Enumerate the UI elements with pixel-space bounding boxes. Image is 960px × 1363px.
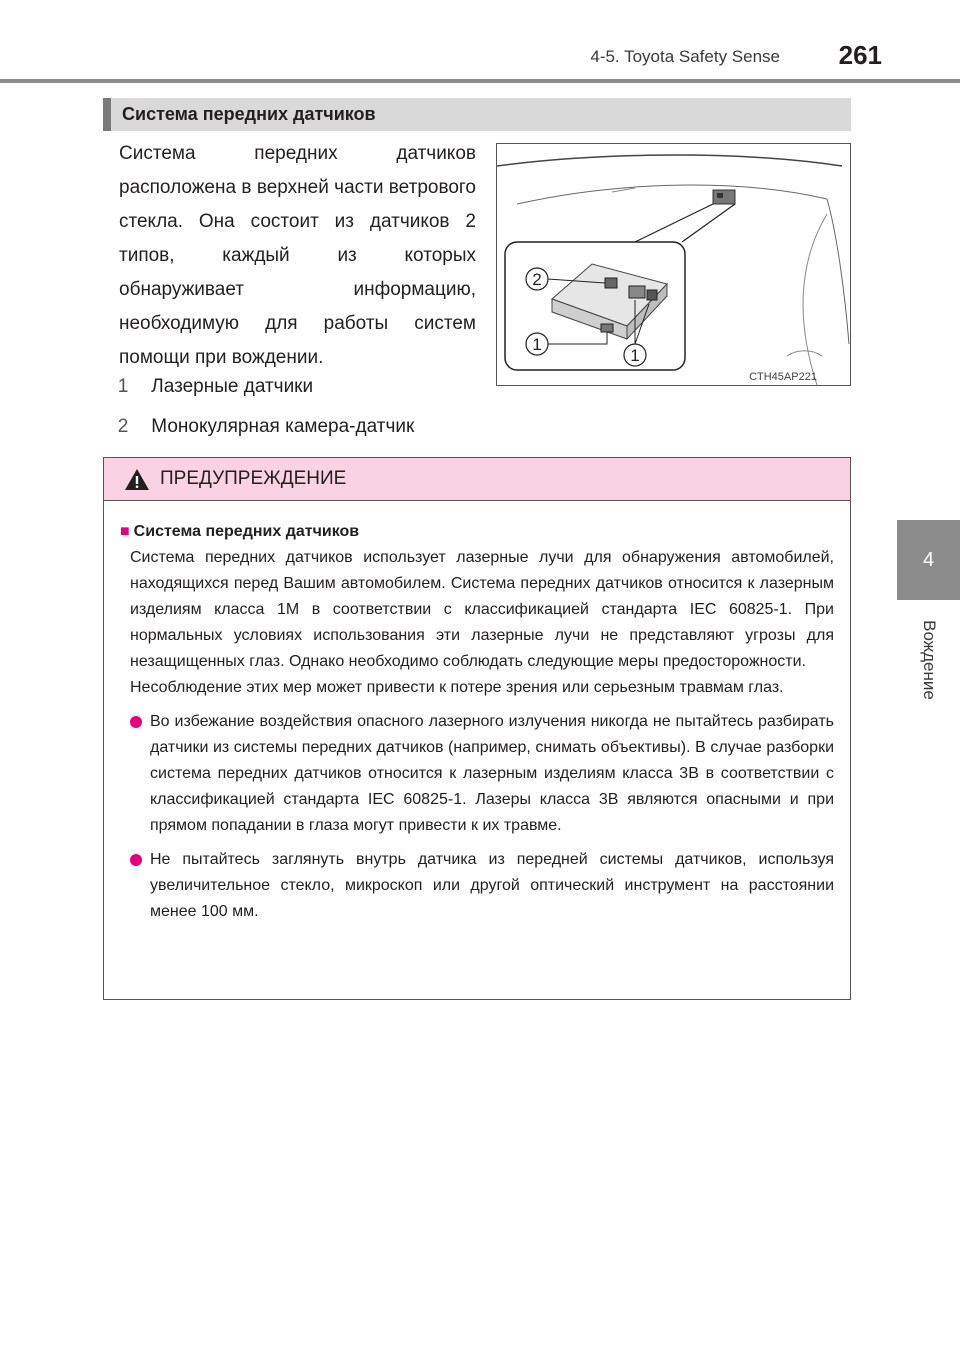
legend-label: Лазерные датчики [151, 376, 314, 397]
bullet-dot-icon [130, 716, 142, 728]
warning-body [104, 501, 850, 925]
legend-label: Монокулярная камера-датчик [151, 416, 415, 437]
legend-item-2 [112, 416, 414, 438]
chapter-tab[interactable] [897, 520, 960, 600]
intro-paragraph: Система передних датчиков расположена в верхней части ветрового стекла. Она состоит из датчиков 2 типов, каждый из которых обнаруживает информацию, необходимую для работы систем помощи при вождении. [119, 143, 476, 368]
section-title: Система передних датчиков [103, 98, 851, 131]
callout-1b: 1 [630, 346, 640, 365]
chapter-label: Вождение [919, 620, 939, 700]
warning-header [104, 458, 850, 501]
warning-subheading [120, 519, 834, 545]
legend-item-1 [112, 376, 313, 398]
bullet-dot-icon [130, 854, 142, 866]
warning-paragraph-1: Система передних датчиков использует лазерные лучи для обнаружения автомобилей, находящихся перед Вашим автомобилем. Система передних датчиков относится к лазерным изделиям класса 1M в соответствии с классификацией стандарта IEC 60825-1. При нормальных условиях использования эти лазерные лучи не представляют угрозы для незащищенных глаз. Однако необходимо соблюдать следующие меры предосторожности. [130, 549, 834, 670]
windshield-sensor-illustration [497, 144, 850, 385]
warning-bullet-text: Не пытайтесь заглянуть внутрь датчика из передней системы датчиков, используя увеличительное стекло, микроскоп или другой оптический инструмент на расстоянии менее 100 мм. [150, 851, 834, 920]
warning-box [103, 457, 851, 1000]
chapter-label-container [897, 605, 960, 715]
warning-paragraph-2: Несоблюдение этих мер может привести к потере зрения или серьезным травмам глаз. [130, 679, 784, 696]
legend-number: 1 [117, 376, 129, 397]
warning-bullet-1 [120, 709, 834, 839]
sensor-figure [496, 143, 851, 386]
page-number: 261 [838, 40, 882, 70]
callout-1a: 1 [532, 335, 542, 354]
warning-bullet-2 [120, 847, 834, 925]
callout-2: 2 [532, 270, 542, 289]
square-bullet-icon: ■ [120, 523, 130, 540]
legend-number: 2 [117, 416, 129, 437]
header-section-title: 4-5. Toyota Safety Sense [590, 47, 780, 66]
chapter-number: 4 [922, 548, 935, 571]
warning-subheading-text: Система передних датчиков [133, 523, 360, 540]
warning-heading: ПРЕДУПРЕЖДЕНИЕ [160, 468, 347, 489]
figure-code: CTH45AP221 [749, 371, 817, 383]
warning-triangle-icon [124, 468, 150, 491]
warning-bullet-text: Во избежание воздействия опасного лазерного излучения никогда не пытайтесь разбирать датчики из системы передних датчиков (например, снимать объективы). В случае разборки система передних датчиков относится к лазерным изделиям класса 3B в соответствии с классификацией стандарта IEC 60825-1. Лазеры класса 3B являются опасными и при прямом попадании в глаза могут привести к их травме. [150, 713, 834, 834]
header-rule [0, 79, 960, 83]
